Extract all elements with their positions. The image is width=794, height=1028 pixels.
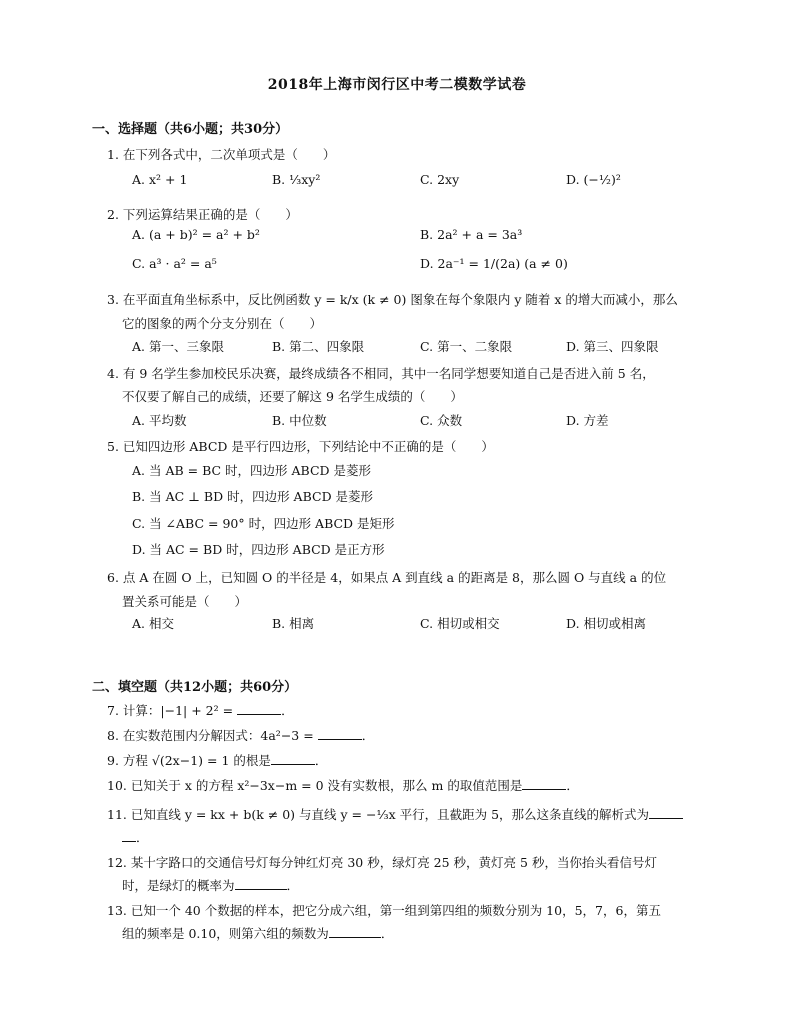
question-7 [107, 701, 294, 719]
question-12-cont [122, 876, 299, 894]
question-7-blank[interactable] [237, 703, 281, 715]
question-6-option-a: A. 相交 [132, 616, 174, 631]
question-6-stem-cont: 置关系可能是（ ） [122, 594, 248, 609]
question-4-option-a: A. 平均数 [132, 413, 187, 428]
question-6-option-b: B. 相离 [272, 616, 315, 631]
question-6-option-d: D. 相切或相离 [566, 616, 647, 631]
question-13-blank[interactable] [329, 926, 381, 938]
question-9-blank[interactable] [271, 753, 315, 765]
question-4-stem-cont: 不仅要了解自己的成绩，还要了解这 9 名学生成绩的（ ） [122, 389, 463, 404]
question-13-stem: 13. 已知一个 40 个数据的样本，把它分成六组，第一组到第四组的频数分别为 10，5，7，6，第五 [107, 903, 661, 918]
question-8 [107, 726, 374, 744]
question-8-text: 8. 在实数范围内分解因式：4a²−3 = [107, 728, 314, 743]
question-13-cont [122, 924, 393, 942]
question-5-option-b: B. 当 AC ⊥ BD 时，四边形 ABCD 是菱形 [132, 489, 374, 504]
question-4-option-b: B. 中位数 [272, 413, 327, 428]
question-8-end: ． [361, 728, 375, 743]
question-2-option-d: D. 2a⁻¹ = 1/(2a) (a ≠ 0) [420, 256, 568, 271]
question-1-option-c: C. 2xy [420, 172, 460, 187]
question-12-blank[interactable] [235, 878, 287, 890]
question-4-option-c: C. 众数 [420, 413, 463, 428]
question-11-blank-cont[interactable] [122, 830, 136, 842]
section-fill-in: 二、填空题（共12小题；共60分） [92, 680, 298, 695]
question-4-option-d: D. 方差 [566, 413, 609, 428]
question-13-text: 组的频率是 0.10，则第六组的频数为 [122, 926, 329, 941]
question-7-text: 7. 计算：|−1| + 2² = [107, 703, 234, 718]
question-10 [107, 776, 579, 794]
question-7-end: ． [281, 703, 294, 718]
question-1-option-b: B. ⅓xy² [272, 172, 321, 187]
question-5-option-a: A. 当 AB = BC 时，四边形 ABCD 是菱形 [132, 463, 372, 478]
question-1-option-d: D. (−½)² [566, 172, 621, 187]
question-5-stem: 5. 已知四边形 ABCD 是平行四边形，下列结论中不正确的是（ ） [107, 439, 494, 454]
question-5-option-d: D. 当 AC = BD 时，四边形 ABCD 是正方形 [132, 542, 385, 557]
question-11-text: 11. 已知直线 y = kx + b(k ≠ 0) 与直线 y = −⅓x 平行，且截距为 5，那么这条直线的解析式为 [107, 807, 650, 822]
question-12-stem: 12. 某十字路口的交通信号灯每分钟红灯亮 30 秒，绿灯亮 25 秒，黄灯亮 5 秒，当你抬头看信号灯 [107, 855, 657, 870]
question-10-blank[interactable] [522, 778, 566, 790]
question-3-option-d: D. 第三、四象限 [566, 339, 659, 354]
question-11-end: ． [136, 830, 149, 845]
question-3-option-a: A. 第一、三象限 [132, 339, 224, 354]
question-3-stem-cont: 它的图象的两个分支分别在（ ） [122, 316, 323, 331]
section-multiple-choice: 一、选择题（共6小题；共30分） [92, 122, 289, 137]
question-1-option-a: A. x² + 1 [132, 172, 188, 187]
question-11-blank[interactable] [649, 807, 683, 819]
question-6-stem: 6. 点 A 在圆 O 上，已知圆 O 的半径是 4，如果点 A 到直线 a 的距离是 8，那么圆 O 与直线 a 的位 [107, 570, 667, 585]
question-3-option-b: B. 第二、四象限 [272, 339, 365, 354]
question-12-end: ． [286, 878, 300, 893]
question-1-stem: 1. 在下列各式中，二次单项式是（ ） [107, 147, 336, 162]
question-3-stem: 3. 在平面直角坐标系中，反比例函数 y = k/x (k ≠ 0) 图象在每个象限内 y 随着 x 的增大而减小，那么 [107, 292, 678, 307]
question-5-option-c: C. 当 ∠ABC = 90° 时，四边形 ABCD 是矩形 [132, 516, 395, 531]
question-6-option-c: C. 相切或相交 [420, 616, 500, 631]
question-12-text: 时，是绿灯的概率为 [122, 878, 235, 893]
question-8-blank[interactable] [318, 728, 362, 740]
exam-title: 2018年上海市闵行区中考二模数学试卷 [267, 77, 527, 93]
question-10-end: ． [566, 778, 579, 793]
question-2-option-b: B. 2a² + a = 3a³ [420, 227, 523, 242]
question-9-end: ． [314, 753, 328, 768]
question-4-stem: 4. 有 9 名学生参加校民乐决赛，最终成绩各不相同，其中一名同学想要知道自己是否进入前 5 名， [107, 366, 655, 381]
question-9 [107, 751, 327, 769]
question-2-option-a: A. (a + b)² = a² + b² [132, 227, 260, 242]
question-3-option-c: C. 第一、二象限 [420, 339, 513, 354]
question-2-option-c: C. a³ · a² = a⁵ [132, 256, 217, 271]
question-13-end: ． [380, 926, 394, 941]
question-10-text: 10. 已知关于 x 的方程 x²−3x−m = 0 没有实数根，那么 m 的取值范围是 [107, 778, 523, 793]
question-9-text: 9. 方程 √(2x−1) = 1 的根是 [107, 753, 271, 768]
question-11 [107, 805, 683, 823]
question-11-cont [122, 828, 149, 846]
question-2-stem: 2. 下列运算结果正确的是（ ） [107, 207, 298, 222]
